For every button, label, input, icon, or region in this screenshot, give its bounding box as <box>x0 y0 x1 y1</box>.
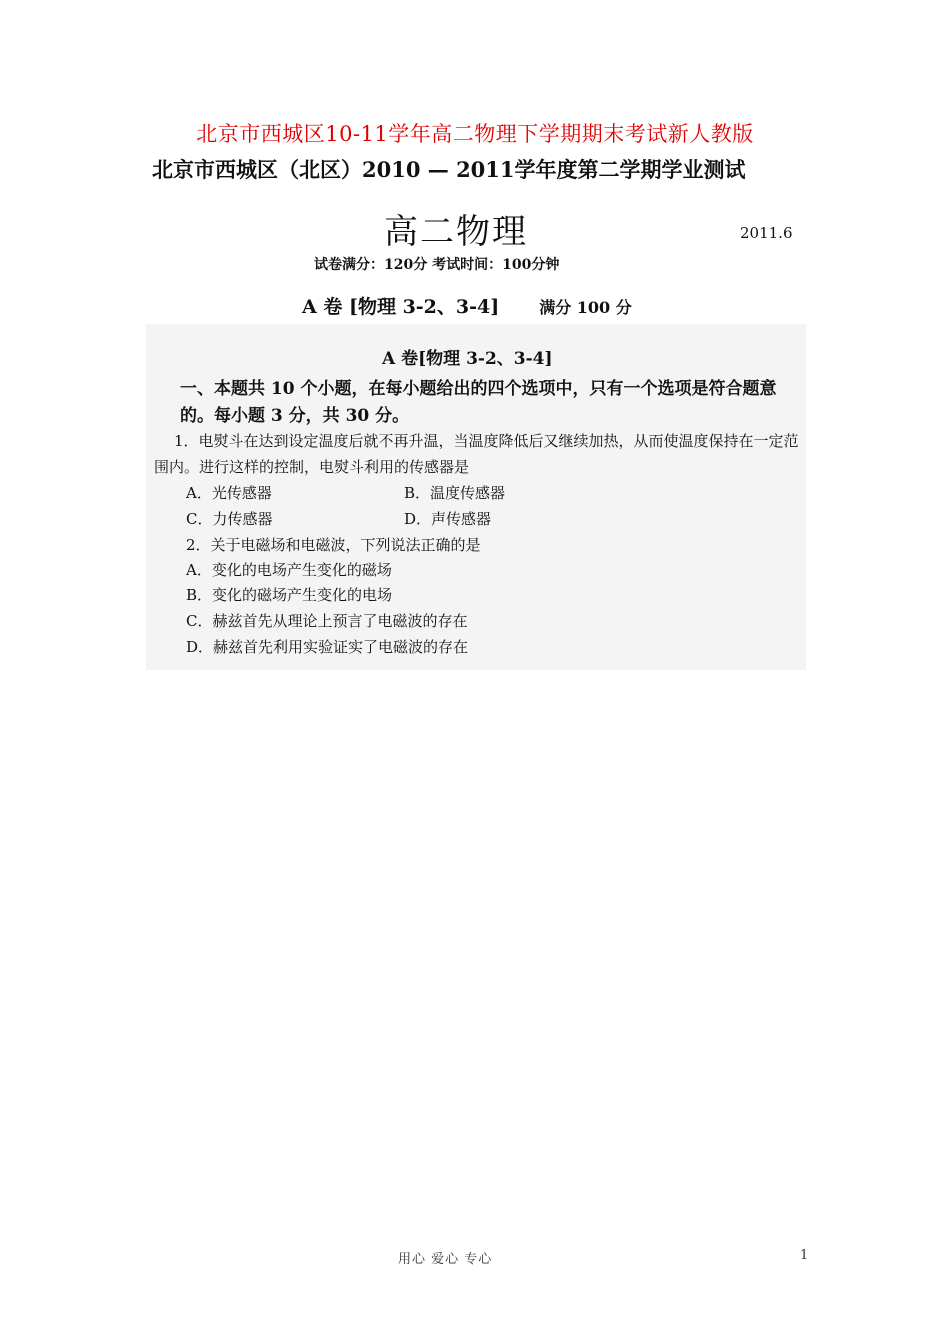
scanned-exam-image <box>146 152 806 670</box>
footer-slogan: 用心 爱心 专心 <box>398 1252 493 1267</box>
exam-date: 2011.6 <box>740 224 793 242</box>
question-1-option-d: D．声传感器 <box>404 510 492 528</box>
question-1-text: 1．电熨斗在达到设定温度后就不再升温，当温度降低后又继续加热，从而使温度保持在一定范围内。进行这样的控制，电熨斗利用的传感器是 <box>154 432 799 476</box>
question-1-option-c: C．力传感器 <box>186 510 273 528</box>
exam-header: 北京市西城区（北区）2010 — 2011学年度第二学期学业测试 <box>152 157 746 182</box>
volume-label: A 卷 [物理 3-2、3-4] <box>302 296 500 318</box>
volume-score: 满分 100 分 <box>539 298 632 317</box>
page-number: 1 <box>800 1248 809 1263</box>
section-heading: A 卷[物理 3-2、3-4] <box>382 349 553 369</box>
subject-title: 高二物理 <box>384 212 528 252</box>
question-2-option-a: A．变化的电场产生变化的磁场 <box>186 561 392 579</box>
question-1-stem <box>154 428 804 480</box>
question-2-option-b: B．变化的磁场产生变化的电场 <box>186 586 393 604</box>
question-1-option-a: A．光传感器 <box>186 484 272 502</box>
section-instructions: 一、本题共 10 个小题，在每小题给出的四个选项中，只有一个选项是符合题意的。每小题 3 分，共 30 分。 <box>180 379 777 426</box>
question-1-option-b: B．温度传感器 <box>404 484 506 502</box>
question-2-stem: 2．关于电磁场和电磁波，下列说法正确的是 <box>186 536 481 554</box>
document-title: 北京市西城区10-11学年高二物理下学期期末考试新人教版 <box>196 122 754 146</box>
question-2-option-c: C．赫兹首先从理论上预言了电磁波的存在 <box>186 612 468 630</box>
question-2-option-d: D．赫兹首先利用实验证实了电磁波的存在 <box>186 638 469 656</box>
exam-info: 试卷满分：120分 考试时间：100分钟 <box>314 257 560 273</box>
volume-line <box>302 292 632 319</box>
